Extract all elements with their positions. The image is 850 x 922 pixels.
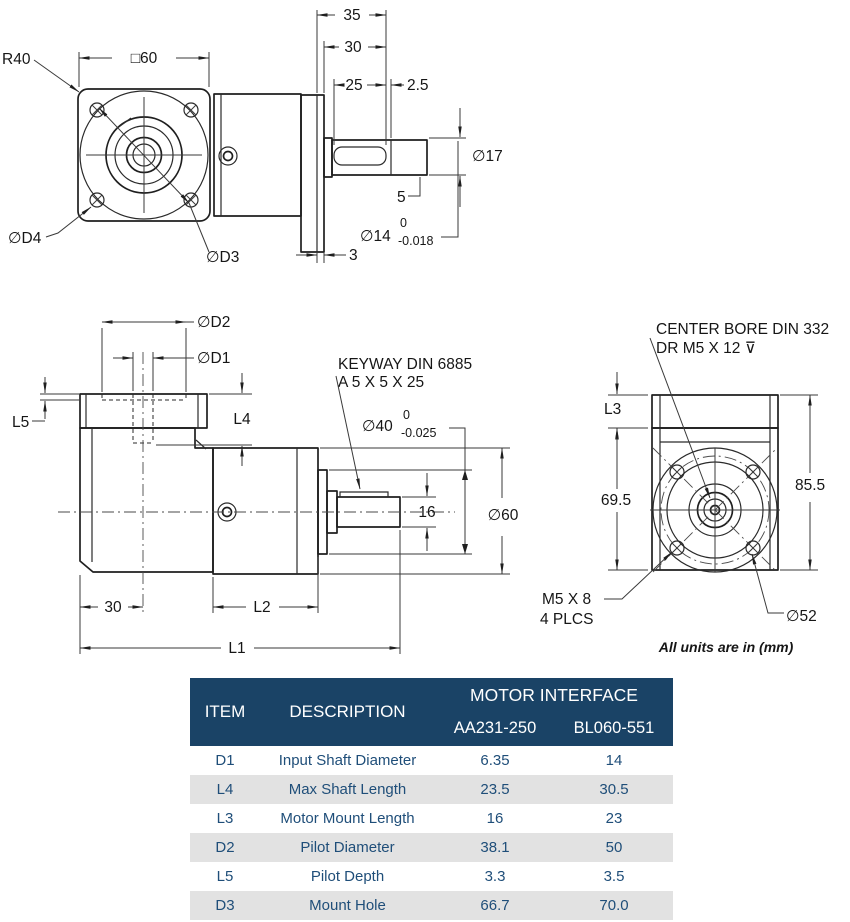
end-view-dimensions bbox=[540, 321, 829, 655]
dim-diaD2-label: ∅D2 bbox=[197, 314, 231, 331]
center-bore-note-line1: CENTER BORE DIN 332 bbox=[656, 321, 830, 338]
dim-5-label: 5 bbox=[397, 189, 406, 206]
dim-dia14-tol-hi: 0 bbox=[400, 216, 407, 230]
cell-col2: 70.0 bbox=[599, 897, 629, 914]
end-view-outline bbox=[650, 395, 780, 572]
table-row bbox=[190, 804, 673, 833]
mount-screw-note-line2: 4 PLCS bbox=[540, 611, 594, 628]
table-header bbox=[190, 678, 673, 746]
dim-dia60-label: ∅60 bbox=[487, 507, 519, 524]
header-description: DESCRIPTION bbox=[289, 702, 406, 721]
dim-16-label: 16 bbox=[418, 504, 436, 521]
dim-L3-label: L3 bbox=[604, 401, 622, 418]
header-motor-interface: MOTOR INTERFACE bbox=[470, 684, 638, 705]
table-row bbox=[190, 862, 673, 891]
cell-col2: 3.5 bbox=[603, 868, 625, 885]
header-col-bl060-551: BL060-551 bbox=[573, 718, 655, 737]
dim-dia40-label: ∅40 bbox=[362, 418, 393, 435]
cell-col2: 14 bbox=[605, 752, 623, 769]
table-row bbox=[190, 891, 673, 920]
header-col-aa231-250: AA231-250 bbox=[453, 718, 537, 737]
dim-L5-label: L5 bbox=[12, 414, 30, 431]
cell-col1: 16 bbox=[486, 810, 504, 827]
dim-85p5-label: 85.5 bbox=[795, 477, 826, 494]
dim-35-label: 35 bbox=[343, 7, 361, 24]
cell-col1: 23.5 bbox=[480, 781, 510, 798]
table-row bbox=[190, 746, 673, 775]
dim-L1-label: L1 bbox=[228, 640, 246, 657]
dim-30-label: 30 bbox=[344, 39, 362, 56]
output-shaft-outline bbox=[324, 138, 427, 177]
header-item: ITEM bbox=[204, 702, 246, 721]
dim-30-side-label: 30 bbox=[104, 599, 122, 616]
cell-item: D1 bbox=[215, 752, 235, 769]
dim-dia52-label: ∅52 bbox=[786, 608, 817, 625]
side-view bbox=[12, 314, 519, 657]
cell-col1: 66.7 bbox=[480, 897, 510, 914]
dim-2p5-label: 2.5 bbox=[407, 77, 429, 94]
side-view-outline bbox=[58, 352, 455, 612]
dim-3-label: 3 bbox=[349, 247, 358, 264]
cell-description: Input Shaft Diameter bbox=[278, 752, 417, 769]
cell-item: D2 bbox=[215, 839, 235, 856]
dim-diaD4-label: ∅D4 bbox=[8, 230, 42, 247]
motor-interface-table bbox=[190, 678, 673, 920]
dim-r40-label: R40 bbox=[2, 51, 31, 68]
gear-body-outline bbox=[214, 94, 324, 252]
dim-dia17-label: ∅17 bbox=[472, 148, 503, 165]
cell-col1: 3.3 bbox=[484, 868, 506, 885]
dim-diaD1-label: ∅D1 bbox=[197, 350, 231, 367]
cell-col1: 38.1 bbox=[480, 839, 510, 856]
cell-col2: 23 bbox=[605, 810, 623, 827]
cell-col1: 6.35 bbox=[480, 752, 510, 769]
dim-dia40-tol-hi: 0 bbox=[403, 408, 410, 422]
cell-item: L4 bbox=[216, 781, 234, 798]
units-note: All units are in (mm) bbox=[658, 639, 794, 655]
top-view-dimensions bbox=[2, 7, 503, 266]
cell-item: L3 bbox=[216, 810, 234, 827]
cell-description: Max Shaft Length bbox=[288, 781, 407, 798]
dim-L4-label: L4 bbox=[233, 411, 251, 428]
dim-dia14-tol-lo: -0.018 bbox=[398, 234, 434, 248]
cell-col2: 50 bbox=[605, 839, 623, 856]
cell-item: D3 bbox=[215, 897, 235, 914]
top-view bbox=[2, 7, 503, 266]
mount-screw-note-line1: M5 X 8 bbox=[542, 591, 592, 608]
dim-69p5-label: 69.5 bbox=[600, 492, 632, 509]
cell-item: L5 bbox=[216, 868, 234, 885]
keyway-note-line2: A 5 X 5 X 25 bbox=[338, 374, 425, 391]
dim-sq60-label: □60 bbox=[130, 50, 158, 67]
cell-description: Motor Mount Length bbox=[280, 810, 415, 827]
dim-diaD3-label: ∅D3 bbox=[206, 249, 240, 266]
cell-description: Mount Hole bbox=[309, 897, 386, 914]
dim-dia40-tol-lo: -0.025 bbox=[401, 426, 437, 440]
side-view-dimensions bbox=[12, 314, 519, 657]
end-view bbox=[540, 321, 829, 655]
cell-description: Pilot Diameter bbox=[300, 839, 395, 856]
keyway-note-line1: KEYWAY DIN 6885 bbox=[338, 356, 473, 373]
dim-L2-label: L2 bbox=[253, 599, 271, 616]
center-bore-note-line2: DR M5 X 12 ⊽ bbox=[656, 340, 757, 357]
dim-25-label: 25 bbox=[345, 77, 363, 94]
cell-col2: 30.5 bbox=[599, 781, 629, 798]
table-row bbox=[190, 833, 673, 862]
table-row bbox=[190, 775, 673, 804]
dim-dia14-label: ∅14 bbox=[360, 228, 391, 245]
cell-description: Pilot Depth bbox=[310, 868, 385, 885]
